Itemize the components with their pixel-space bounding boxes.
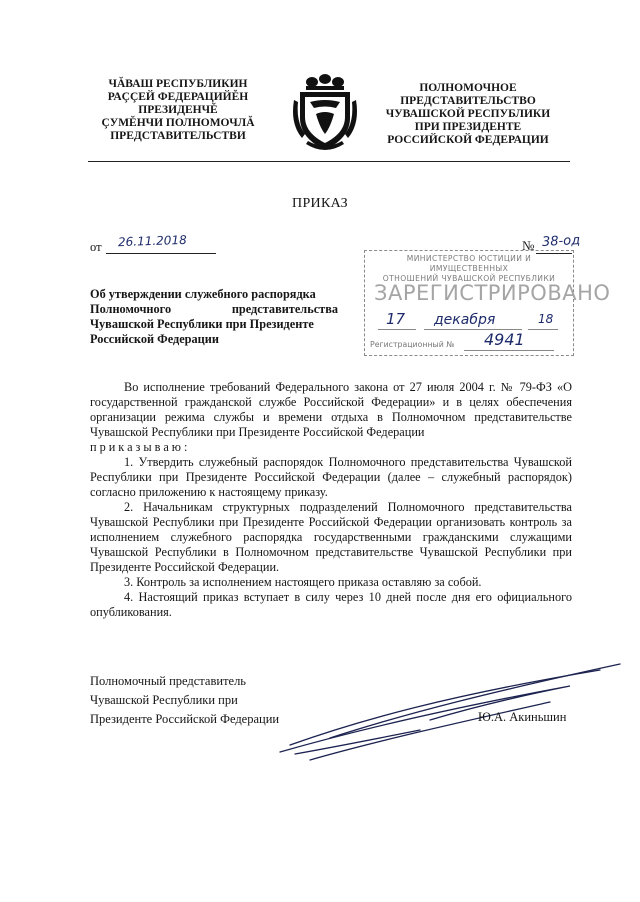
clause-3: 3. Контроль за исполнением настоящего приказа оставляю за собой. bbox=[124, 575, 482, 589]
document-title: ПРИКАЗ bbox=[292, 196, 348, 211]
header-right-line: ЧУВАШСКОЙ РЕСПУБЛИКИ bbox=[385, 108, 551, 120]
stamp-organization bbox=[370, 254, 568, 284]
header-right-line: РОССИЙСКОЙ ФЕДЕРАЦИИ bbox=[387, 134, 549, 146]
header-left-line: ÇУМĔНЧИ ПОЛНОМОЧЛĂ bbox=[101, 117, 255, 129]
stamp-registration-line bbox=[464, 350, 554, 351]
stamp-registration-label: Регистрационный № bbox=[370, 340, 455, 349]
signatory-title-line: Чувашской Республики при bbox=[90, 693, 238, 707]
intro-paragraph: Во исполнение требований Федерального закона от 27 июля 2004 г. № 79-ФЗ «О государственной гражданской службе Российской Федерации» и в целях обеспечения организации режима службы и времени отдыха в Полномочном представительстве Чувашской Республики при Президенте Российской Федерации bbox=[90, 380, 572, 439]
header-right-line: ПОЛНОМОЧНОЕ bbox=[419, 82, 517, 94]
clause-4: 4. Настоящий приказ вступает в силу через 10 дней после дня его официального опубликования. bbox=[90, 590, 572, 619]
stamp-registered-text: ЗАРЕГИСТРИРОВАНО bbox=[374, 281, 611, 305]
clause-1: 1. Утвердить служебный распорядок Полномочного представительства Чувашской Республики при Президенте Российской Федерации (далее – служебный распорядок) согласно приложению к настоящему приказу. bbox=[90, 455, 572, 499]
stamp-day: 17 bbox=[386, 310, 406, 328]
header-left-line: ПРЕДСТАВИТЕЛЬСТВИ bbox=[110, 130, 246, 142]
order-subject bbox=[90, 287, 338, 347]
stamp-year: 18 bbox=[538, 312, 554, 326]
stamp-org-line: ОТНОШЕНИЙ ЧУВАШСКОЙ РЕСПУБЛИКИ bbox=[382, 274, 556, 283]
signatory-name: Ю.А. Акиньшин bbox=[478, 710, 567, 724]
date-handwritten: 26.11.2018 bbox=[117, 232, 187, 250]
stamp-day-line bbox=[378, 329, 416, 330]
subject-line: Об утверждении служебного распорядка bbox=[90, 287, 316, 301]
handwritten-signature bbox=[270, 650, 630, 770]
number-handwritten: 38-од bbox=[541, 233, 581, 250]
subject-line: Полномочного представительства bbox=[90, 302, 338, 316]
header-divider bbox=[88, 161, 570, 162]
order-word: приказываю: bbox=[90, 440, 191, 454]
header-chuvash-org bbox=[88, 78, 268, 143]
number-sign: № bbox=[522, 238, 535, 253]
coat-of-arms-emblem bbox=[292, 72, 358, 156]
signatory-title-line: Президенте Российской Федерации bbox=[90, 712, 280, 726]
stamp-date bbox=[378, 310, 560, 330]
date-prefix: от bbox=[90, 240, 102, 254]
signatory-title-line: Полномочный представитель bbox=[90, 674, 247, 688]
stamp-registration-number: 4941 bbox=[484, 330, 525, 349]
stamp-org-line: МИНИСТЕРСТВО ЮСТИЦИИ И ИМУЩЕСТВЕННЫХ bbox=[406, 254, 532, 273]
order-body bbox=[90, 380, 572, 620]
header-russian-org bbox=[368, 82, 568, 147]
clause-2: 2. Начальникам структурных подразделений Полномочного представительства Чувашской Республики при Президенте Российской Федерации организовать контроль за исполнением служебного распорядка государственными гражданскими служащими Чувашской Республики в Полномочном представительстве Чувашской Республики при Президенте Российской Федерации. bbox=[90, 500, 572, 574]
header-left-line: ПРЕЗИДЕНЧĔ bbox=[138, 104, 218, 116]
header-left-line: РАÇÇЕЙ ФЕДЕРАЦИЙĔН bbox=[107, 91, 249, 103]
header-right-line: ПРИ ПРЕЗИДЕНТЕ bbox=[414, 121, 522, 133]
header-right-line: ПРЕДСТАВИТЕЛЬСТВО bbox=[400, 95, 536, 107]
stamp-year-line bbox=[528, 329, 558, 330]
signatory-title bbox=[90, 672, 279, 729]
stamp-month: декабря bbox=[434, 312, 496, 328]
registration-stamp bbox=[364, 250, 611, 356]
subject-line: Чувашской Республики при Президенте bbox=[90, 317, 314, 331]
header-left-line: ЧĂВАШ РЕСПУБЛИКИН bbox=[108, 78, 248, 90]
subject-line: Российской Федерации bbox=[90, 332, 219, 346]
